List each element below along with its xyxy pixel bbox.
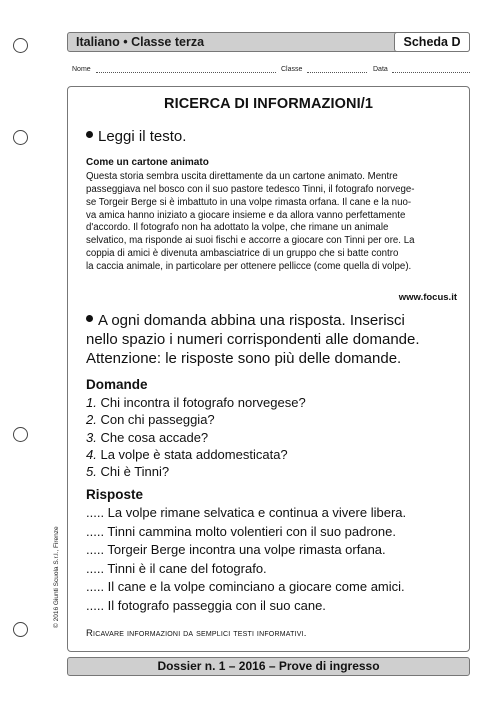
question-item: 3. Che cosa accade? — [86, 429, 209, 445]
text-title: Come un cartone animato — [86, 157, 209, 168]
binder-hole-icon — [13, 622, 28, 637]
footer-bar: Dossier n. 1 – 2016 – Prove di ingresso — [67, 657, 470, 676]
class-field[interactable] — [307, 72, 367, 73]
name-label: Nome — [72, 66, 91, 73]
answer-item[interactable]: ..... Il cane e la volpe cominciano a giocare come amici. — [86, 579, 405, 594]
learning-objective: Ricavare informazioni da semplici testi informativi. — [86, 628, 307, 639]
answer-item[interactable]: ..... Tinni cammina molto volentieri con il suo padrone. — [86, 523, 396, 539]
bullet-icon — [86, 131, 93, 138]
answer-item[interactable]: ..... La volpe rimane selvatica e continua a vivere libera. — [86, 505, 407, 520]
answers-heading: Risposte — [86, 487, 144, 502]
source-link: www.focus.it — [398, 292, 457, 303]
question-item: 4. La volpe è stata addomesticata? — [86, 446, 288, 462]
bullet-icon — [86, 315, 93, 322]
binder-hole-icon — [13, 427, 28, 442]
date-field[interactable] — [392, 72, 470, 73]
scheda-label: Scheda D — [394, 32, 470, 52]
binder-hole-icon — [13, 130, 28, 145]
answer-item[interactable]: ..... Tinni è il cane del fotografo. — [86, 560, 267, 576]
questions-list — [86, 394, 306, 480]
instruction-match: A ogni domanda abbina una risposta. Inserisci nello spazio i numeri corrispondenti alle domande. Attenzione: le risposte sono più delle domande. — [86, 312, 420, 367]
copyright-notice: © 2016 Giunti Scuola S.r.l., Firenze — [53, 526, 60, 628]
answer-item[interactable]: ..... Il fotografo passeggia con il suo cane. — [86, 597, 326, 613]
answer-item[interactable]: ..... Torgeir Berge incontra una volpe rimasta orfana. — [86, 542, 386, 557]
name-field[interactable] — [96, 72, 276, 73]
class-label: Classe — [281, 66, 303, 73]
question-item: 5. Chi è Tinni? — [86, 464, 170, 480]
instruction-read: Leggi il testo. — [86, 127, 186, 146]
worksheet-title: RICERCA DI INFORMAZIONI/1 — [164, 96, 373, 112]
subject-title: Italiano • Classe terza — [76, 35, 205, 49]
student-info-line — [70, 66, 470, 78]
worksheet-content — [67, 86, 470, 652]
questions-heading: Domande — [86, 377, 148, 392]
header-bar — [67, 32, 470, 52]
question-item: 2. Con chi passeggia? — [86, 412, 215, 428]
date-label: Data — [373, 66, 388, 73]
binder-hole-icon — [13, 38, 28, 53]
answers-list — [86, 504, 406, 615]
question-item: 1. Chi incontra il fotografo norvegese? — [86, 395, 306, 410]
reading-text: Questa storia sembra uscita direttamente da un cartone animato. Mentre passeggiava nel bosco con il suo pastore tedesco Tinni, il fotografo norvege- se Torgeir Berge si è imbattuto in una volpe rimasta orfana. Il cane e la nuo- va amica hanno iniziato a giocare insieme e da allora vanno perfettamente d'accordo. Il fotografo non ha adottato la volpe, che rimane un animale selvatico, ma risponde ai suoi fischi e accorre a giocare con Tinni per ore. La coppia di amici è divenuta ambasciatrice di un gruppo che si batte contro la caccia animale, in particolare per ottenere pellicce (come quella di volpe). — [86, 171, 415, 272]
